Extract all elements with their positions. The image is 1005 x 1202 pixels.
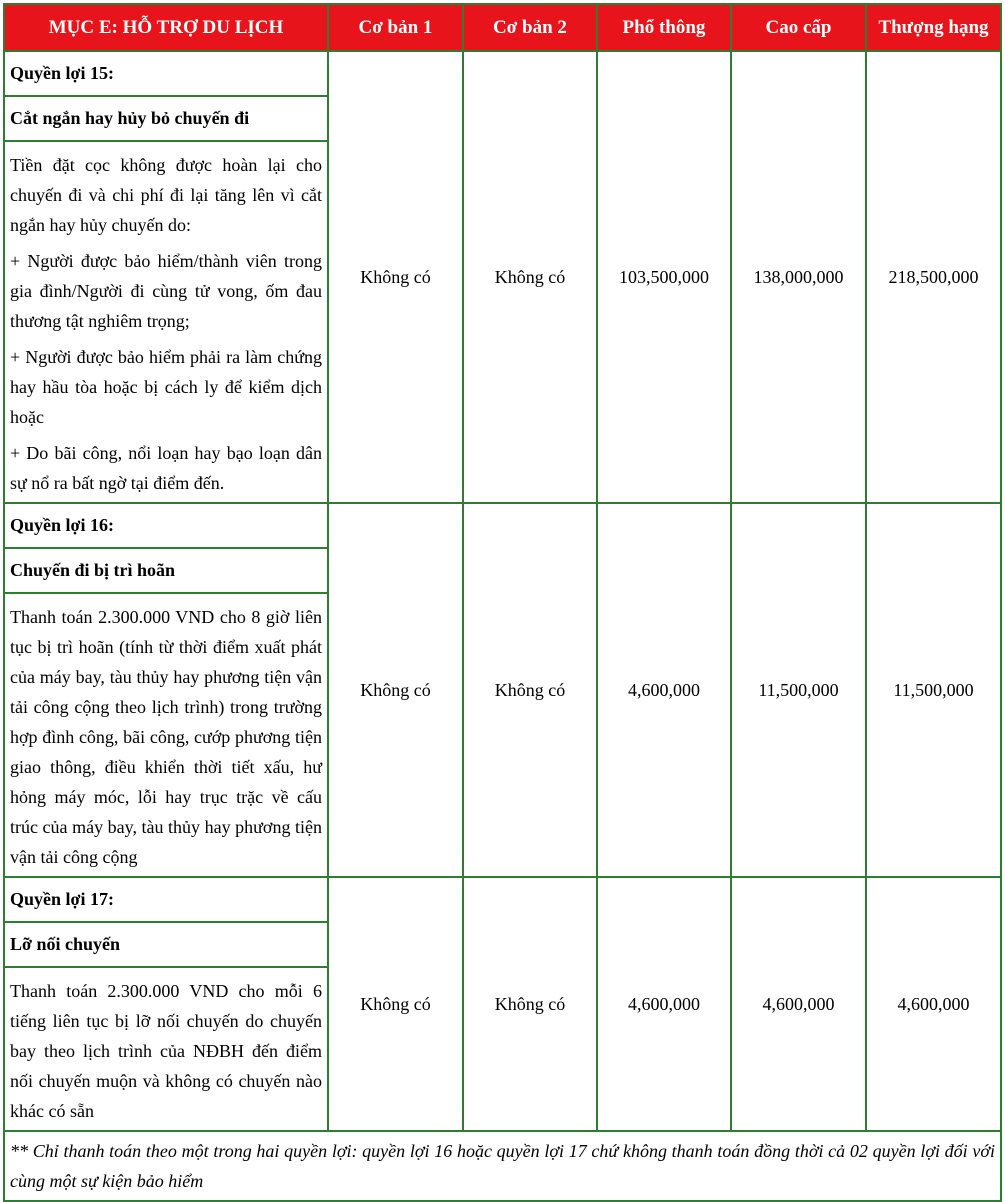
benefit-description xyxy=(4,593,328,877)
description-paragraph: + Người được bảo hiểm phải ra làm chứng hay hầu tòa hoặc bị cách ly để kiểm dịch hoặc xyxy=(10,347,322,427)
header-row xyxy=(4,4,1001,51)
benefit-value-standard: 103,500,000 xyxy=(597,51,731,503)
benefit-value-standard: 4,600,000 xyxy=(597,503,731,877)
benefit-name: Cắt ngắn hay hủy bỏ chuyến đi xyxy=(4,96,328,141)
benefit-value-platinum: 11,500,000 xyxy=(866,503,1001,877)
benefit-value-basic-1: Không có xyxy=(328,51,463,503)
plan-header-platinum: Thượng hạng xyxy=(866,4,1001,51)
plan-header-basic-2: Cơ bản 2 xyxy=(463,4,597,51)
benefit-value-standard: 4,600,000 xyxy=(597,877,731,1131)
benefit-name: Chuyến đi bị trì hoãn xyxy=(4,548,328,593)
description-paragraph: + Người được bảo hiểm/thành viên trong gia đình/Người đi cùng tử vong, ốm đau thương tật nghiêm trọng; xyxy=(10,251,322,331)
benefit-number: Quyền lợi 17: xyxy=(4,877,328,922)
plan-header-basic-1: Cơ bản 1 xyxy=(328,4,463,51)
benefit-15-number-row xyxy=(4,51,1001,96)
benefit-number: Quyền lợi 16: xyxy=(4,503,328,548)
plan-header-standard: Phổ thông xyxy=(597,4,731,51)
description-paragraph: Tiền đặt cọc không được hoàn lại cho chuyến đi và chi phí đi lại tăng lên vì cắt ngắn hay hủy chuyến do: xyxy=(10,155,322,235)
benefit-value-basic-2: Không có xyxy=(463,51,597,503)
description-paragraph: Thanh toán 2.300.000 VND cho 8 giờ liên tục bị trì hoãn (tính từ thời điểm xuất phát của máy bay, tàu thủy hay phương tiện vận tải công cộng theo lịch trình) trong trường hợp đình công, bãi công, cướp phương tiện giao thông, điều khiển thời tiết xấu, hư hỏng máy móc, lỗi hay trục trặc về cấu trúc của máy bay, tàu thủy hay phương tiện vận tải công cộng xyxy=(10,607,322,867)
benefit-16-number-row xyxy=(4,503,1001,548)
benefit-number: Quyền lợi 15: xyxy=(4,51,328,96)
benefit-name: Lỡ nối chuyến xyxy=(4,922,328,967)
footnote-row xyxy=(4,1131,1001,1201)
travel-assistance-benefits-table xyxy=(3,3,1002,1202)
benefit-value-premium: 138,000,000 xyxy=(731,51,866,503)
benefit-value-platinum: 4,600,000 xyxy=(866,877,1001,1131)
benefit-value-basic-2: Không có xyxy=(463,503,597,877)
benefit-value-basic-1: Không có xyxy=(328,877,463,1131)
description-paragraph: Thanh toán 2.300.000 VND cho mỗi 6 tiếng liên tục bị lỡ nối chuyến do chuyến bay theo lịch trình của NĐBH đến điểm nối chuyến muộn và không có chuyến nào khác có sẵn xyxy=(10,981,322,1121)
benefit-value-premium: 4,600,000 xyxy=(731,877,866,1131)
plan-header-premium: Cao cấp xyxy=(731,4,866,51)
benefit-value-premium: 11,500,000 xyxy=(731,503,866,877)
benefit-value-basic-1: Không có xyxy=(328,503,463,877)
benefit-17-number-row xyxy=(4,877,1001,922)
benefit-value-basic-2: Không có xyxy=(463,877,597,1131)
benefit-description xyxy=(4,967,328,1131)
footnote: ** Chỉ thanh toán theo một trong hai quyền lợi: quyền lợi 16 hoặc quyền lợi 17 chứ không thanh toán đồng thời cả 02 quyền lợi đối với cùng một sự kiện bảo hiểm xyxy=(4,1131,1001,1201)
benefit-description xyxy=(4,141,328,503)
description-paragraph: + Do bãi công, nổi loạn hay bạo loạn dân sự nổ ra bất ngờ tại điểm đến. xyxy=(10,443,322,493)
benefit-value-platinum: 218,500,000 xyxy=(866,51,1001,503)
section-title: MỤC E: HỖ TRỢ DU LỊCH xyxy=(4,4,328,51)
